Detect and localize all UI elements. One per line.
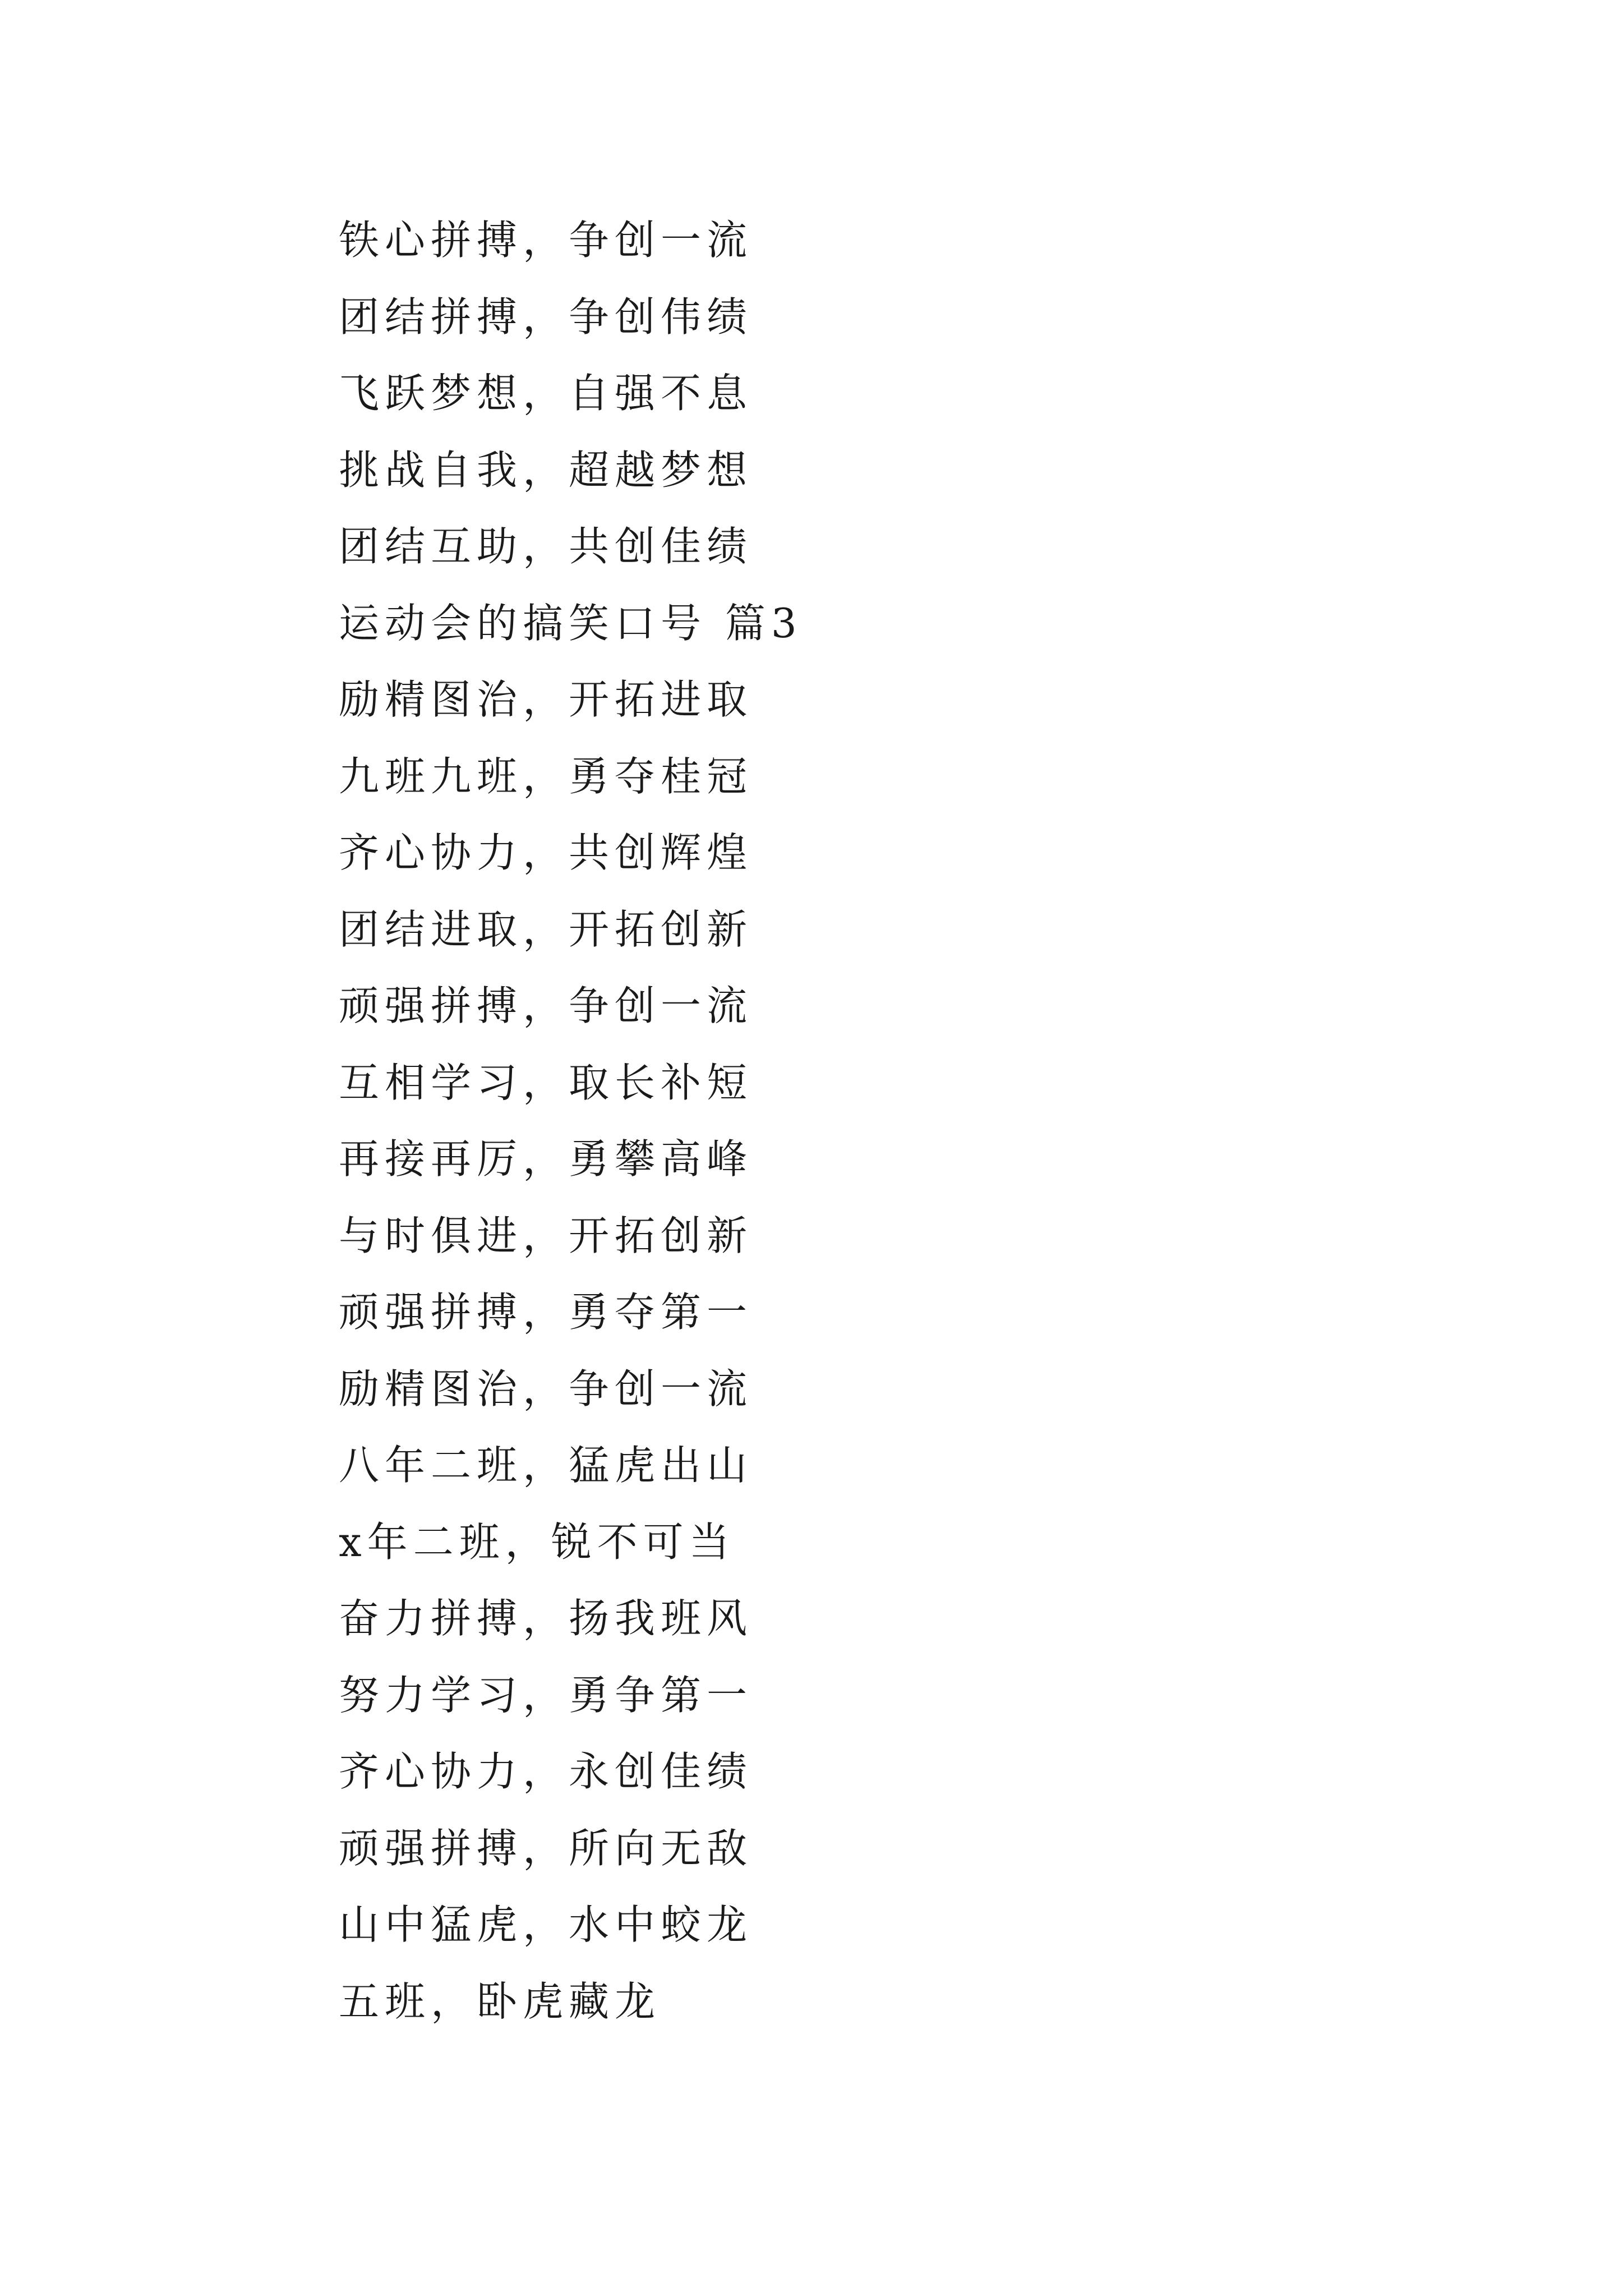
slogan-line: 团结进取，开拓创新 (339, 905, 753, 953)
slogan-line: 励精图治，争创一流 (339, 1365, 753, 1412)
slogan-line: 互相学习，取长补短 (339, 1059, 753, 1106)
slogan-line: 顽强拼搏，所向无敌 (339, 1824, 753, 1872)
slogan-line: 与时俱进，开拓创新 (339, 1212, 753, 1259)
slogan-line: 山中猛虎，水中蛟龙 (339, 1901, 753, 1948)
slogan-line: 齐心协力，永创佳绩 (339, 1748, 753, 1795)
slogan-line: 努力学习，勇争第一 (339, 1671, 753, 1719)
slogan-line: 团结拼搏，争创伟绩 (339, 293, 753, 341)
slogan-line: 励精图治，开拓进取 (339, 676, 753, 723)
slogan-line: 团结互助，共创佳绩 (339, 523, 753, 570)
slogan-line: 八年二班，猛虎出山 (339, 1442, 753, 1489)
slogan-line: 铁心拼搏，争创一流 (339, 217, 753, 264)
slogan-line: 五班，卧虎藏龙 (339, 1977, 661, 2025)
section-heading: 运动会的搞笑口号 篇3 (339, 599, 803, 647)
slogan-line: 齐心协力，共创辉煌 (339, 829, 753, 876)
slogan-line: 九班九班，勇夺桂冠 (339, 752, 753, 800)
slogan-line: 顽强拼搏，争创一流 (339, 982, 753, 1029)
slogan-line: 奋力拼搏，扬我班风 (339, 1595, 753, 1642)
slogan-line: 挑战自我，超越梦想 (339, 446, 753, 494)
slogan-line: 顽强拼搏，勇夺第一 (339, 1289, 753, 1336)
slogan-line: 飞跃梦想，自强不息 (339, 370, 753, 417)
slogan-list (339, 202, 803, 2040)
slogan-line: 再接再厉，勇攀高峰 (339, 1135, 753, 1182)
slogan-line: x年二班，锐不可当 (339, 1518, 735, 1566)
